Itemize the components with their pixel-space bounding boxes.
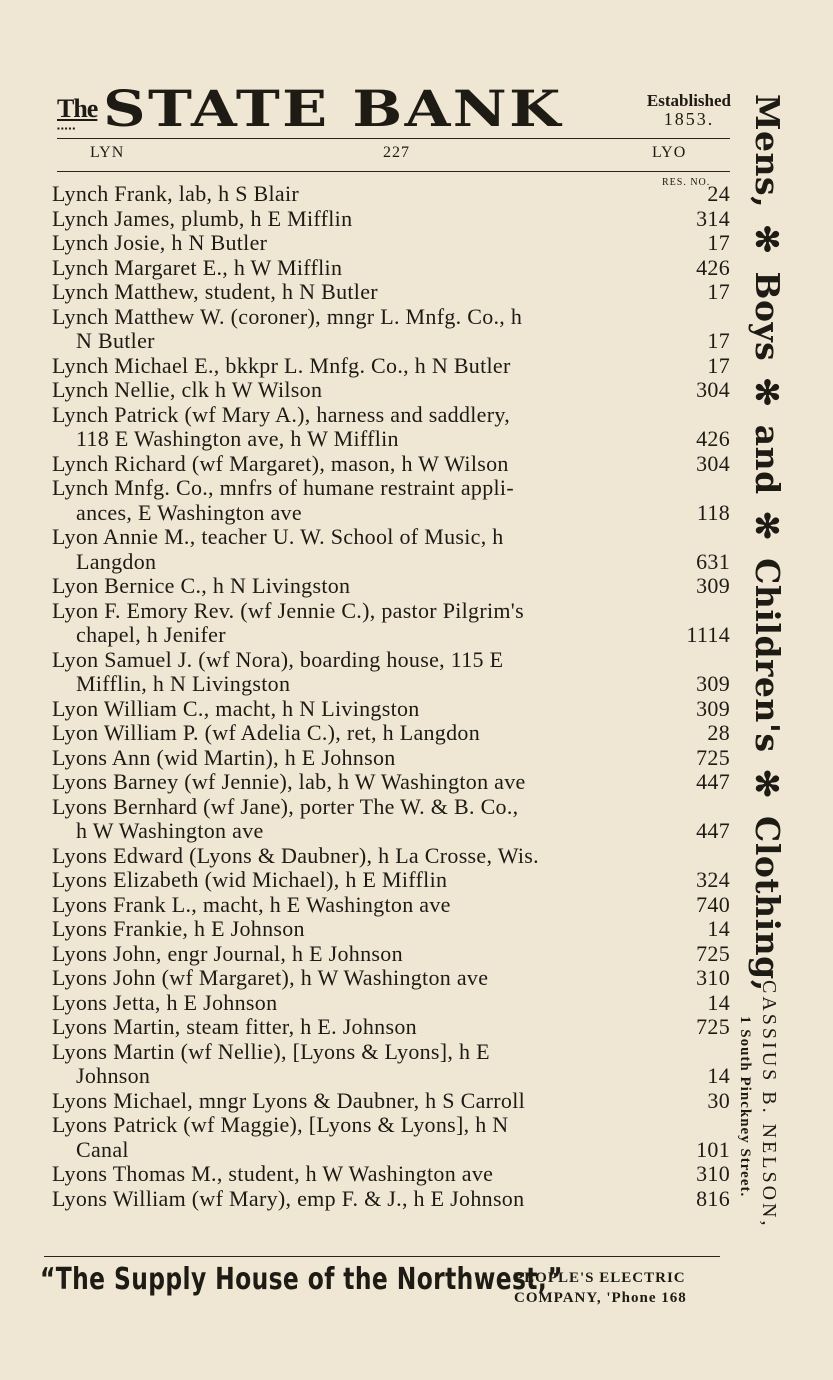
residence-number: 631 (696, 548, 730, 574)
entry-text: Lyons Jetta, h E Johnson (52, 989, 278, 1015)
residence-number-label: RES. NO. (662, 177, 711, 188)
entry-text: Lyons Frankie, h E Johnson (52, 916, 305, 941)
directory-entry (52, 1187, 730, 1212)
directory-entry (52, 378, 730, 403)
directory-entry (52, 795, 730, 844)
directory-entry (52, 868, 730, 893)
electric-company-ad (514, 1268, 687, 1308)
entry-continuation: Langdon (76, 548, 157, 574)
entry-text: Lyon Samuel J. (wf Nora), boarding house, 115 E (52, 646, 504, 672)
residence-number: 17 (707, 279, 730, 304)
entry-text: Lyons Michael, mngr Lyons & Daubner, h S Carroll (52, 1087, 526, 1113)
directory-entry (52, 182, 730, 207)
entry-text: Lynch Mnfg. Co., mnfrs of humane restraint appli- (52, 475, 514, 500)
directory-entry (52, 917, 730, 942)
established-block (647, 92, 731, 128)
entry-text: Lyons Barney (wf Jennie), lab, h W Washington ave (52, 769, 526, 794)
residence-number: 309 (696, 695, 730, 721)
residence-number: 30 (707, 1087, 730, 1113)
entry-text: Lynch Richard (wf Margaret), mason, h W Wilson (52, 450, 509, 476)
residence-number: 118 (696, 499, 730, 525)
directory-entry (52, 525, 730, 574)
residence-number: 725 (696, 1014, 730, 1039)
residence-number: 447 (696, 818, 730, 843)
directory-entry (52, 280, 730, 305)
guide-word-right: LYO (652, 144, 687, 161)
entry-continuation: Johnson (76, 1063, 151, 1088)
entry-text: Lyon Bernice C., h N Livingston (52, 573, 351, 598)
residence-number: 304 (696, 377, 730, 402)
residence-number: 447 (696, 769, 730, 794)
residence-number: 426 (696, 426, 730, 451)
clothing-ad: Mens, ✻ Boys ✻ and ✻ Children's ✻ Clothing, (748, 94, 787, 992)
footer-rule (44, 1256, 720, 1257)
entry-text: Lynch James, plumb, h E Mifflin (52, 205, 353, 231)
entry-text: Lyon William C., macht, h N Livingston (52, 695, 420, 721)
company-line-2: COMPANY, 'Phone 168 (514, 1290, 687, 1306)
directory-entry (52, 354, 730, 379)
banner-the: The (57, 94, 98, 123)
entry-text: Lyon William P. (wf Adelia C.), ret, h Langdon (52, 720, 481, 745)
entry-text: Lyons Edward (Lyons & Daubner), h La Crosse, Wis. (52, 842, 539, 868)
entry-text: Lynch Michael E., bkkpr L. Mnfg. Co., h N Butler (52, 352, 511, 378)
banner-ornament: ▪▪▪▪▪ (57, 124, 77, 133)
guide-word-left: LYN (90, 144, 125, 161)
entry-text: Lynch Frank, lab, h S Blair (52, 181, 300, 206)
entry-text: Lyons John (wf Margaret), h W Washington ave (52, 965, 489, 990)
supply-house-slogan: “The Supply House of the Northwest,” (40, 1262, 563, 1297)
entry-continuation: Mifflin, h N Livingston (76, 671, 291, 696)
entry-text: Lyons Patrick (wf Maggie), [Lyons & Lyons], h N (52, 1112, 509, 1137)
directory-entry (52, 746, 730, 771)
entry-text: Lyons Frank L., macht, h E Washington ave (52, 891, 451, 917)
directory-entry (52, 207, 730, 232)
entry-continuation: ances, E Washington ave (76, 499, 302, 525)
directory-entry (52, 942, 730, 967)
entry-continuation: N Butler (76, 328, 155, 353)
entry-text: Lyons John, engr Journal, h E Johnson (52, 940, 403, 966)
header-top-rule (57, 138, 730, 139)
residence-number: 1114 (686, 622, 730, 647)
directory-entry (52, 452, 730, 477)
header-bottom-rule (57, 171, 730, 172)
directory-entry (52, 844, 730, 869)
entry-text: Lynch Josie, h N Butler (52, 230, 268, 255)
entry-text: Lyons Martin (wf Nellie), [Lyons & Lyons], h E (52, 1038, 490, 1064)
directory-entry (52, 599, 730, 648)
residence-number: 310 (696, 965, 730, 990)
entry-text: Lyons Ann (wid Martin), h E Johnson (52, 744, 396, 770)
entry-text: Lyon Annie M., teacher U. W. School of Music, h (52, 524, 504, 549)
residence-number: 310 (696, 1161, 730, 1186)
directory-entry (52, 991, 730, 1016)
directory-entry (52, 1113, 730, 1162)
company-line-1: PEOPLE'S ELECTRIC (514, 1270, 686, 1286)
directory-entry (52, 231, 730, 256)
directory-entry (52, 574, 730, 599)
directory-entry (52, 476, 730, 525)
bank-name: STATE BANK (103, 79, 563, 138)
entry-text: Lyons Elizabeth (wid Michael), h E Mifflin (52, 867, 448, 892)
entry-continuation: h W Washington ave (76, 818, 264, 843)
residence-number: 14 (707, 916, 730, 941)
entry-text: Lynch Matthew, student, h N Butler (52, 279, 378, 304)
entry-text: Lyons Martin, steam fitter, h E. Johnson (52, 1014, 417, 1039)
entry-text: Lynch Patrick (wf Mary A.), harness and saddlery, (52, 401, 511, 427)
directory-entry (52, 966, 730, 991)
directory-entry (52, 721, 730, 746)
residence-number: 14 (707, 1063, 730, 1088)
residence-number: 426 (696, 254, 730, 280)
residence-number: 816 (696, 1185, 730, 1211)
entry-text: Lynch Nellie, clk h W Wilson (52, 377, 323, 402)
directory-entry (52, 770, 730, 795)
established-year: 1853. (663, 109, 715, 129)
residence-number: 17 (707, 230, 730, 255)
page-number: 227 (383, 144, 410, 161)
directory-entry (52, 1089, 730, 1114)
residence-number: 740 (696, 891, 730, 917)
residence-number: 304 (696, 450, 730, 476)
directory-entry (52, 893, 730, 918)
entry-text: Lynch Margaret E., h W Mifflin (52, 254, 343, 280)
residence-number: 17 (707, 328, 730, 353)
directory-entry (52, 697, 730, 722)
entry-text: Lyons Bernhard (wf Jane), porter The W. & B. Co., (52, 793, 519, 819)
directory-entry (52, 648, 730, 697)
residence-number: 24 (707, 181, 730, 206)
directory-entry (52, 1040, 730, 1089)
entry-continuation: 118 E Washington ave, h W Mifflin (76, 426, 399, 451)
residence-number: 725 (696, 744, 730, 770)
residence-number: 309 (696, 671, 730, 696)
residence-number: 324 (696, 867, 730, 892)
merchant-address: 1 South Pinckney Street. (737, 1016, 753, 1198)
entry-text: Lynch Matthew W. (coroner), mngr L. Mnfg. Co., h (52, 303, 523, 329)
residence-number: 14 (707, 989, 730, 1015)
entry-continuation: chapel, h Jenifer (76, 622, 226, 647)
established-label: Established (646, 91, 731, 110)
directory-entry (52, 403, 730, 452)
merchant-name: CASSIUS B. NELSON, (758, 980, 780, 1229)
entry-text: Lyons Thomas M., student, h W Washington ave (52, 1161, 494, 1186)
residence-number: 28 (707, 720, 730, 745)
entry-text: Lyon F. Emory Rev. (wf Jennie C.), pastor Pilgrim's (52, 597, 524, 623)
directory-entry (52, 305, 730, 354)
residence-number: 725 (696, 940, 730, 966)
bank-banner (57, 79, 733, 138)
directory-entry (52, 1015, 730, 1040)
residence-number: 309 (696, 573, 730, 598)
residence-number: 101 (696, 1136, 730, 1162)
entry-continuation: Canal (76, 1136, 129, 1162)
entry-text: Lyons William (wf Mary), emp F. & J., h E Johnson (52, 1185, 525, 1211)
residence-number: 314 (696, 205, 730, 231)
directory-entry (52, 1162, 730, 1187)
directory-entry (52, 256, 730, 281)
residence-number: 17 (707, 352, 730, 378)
